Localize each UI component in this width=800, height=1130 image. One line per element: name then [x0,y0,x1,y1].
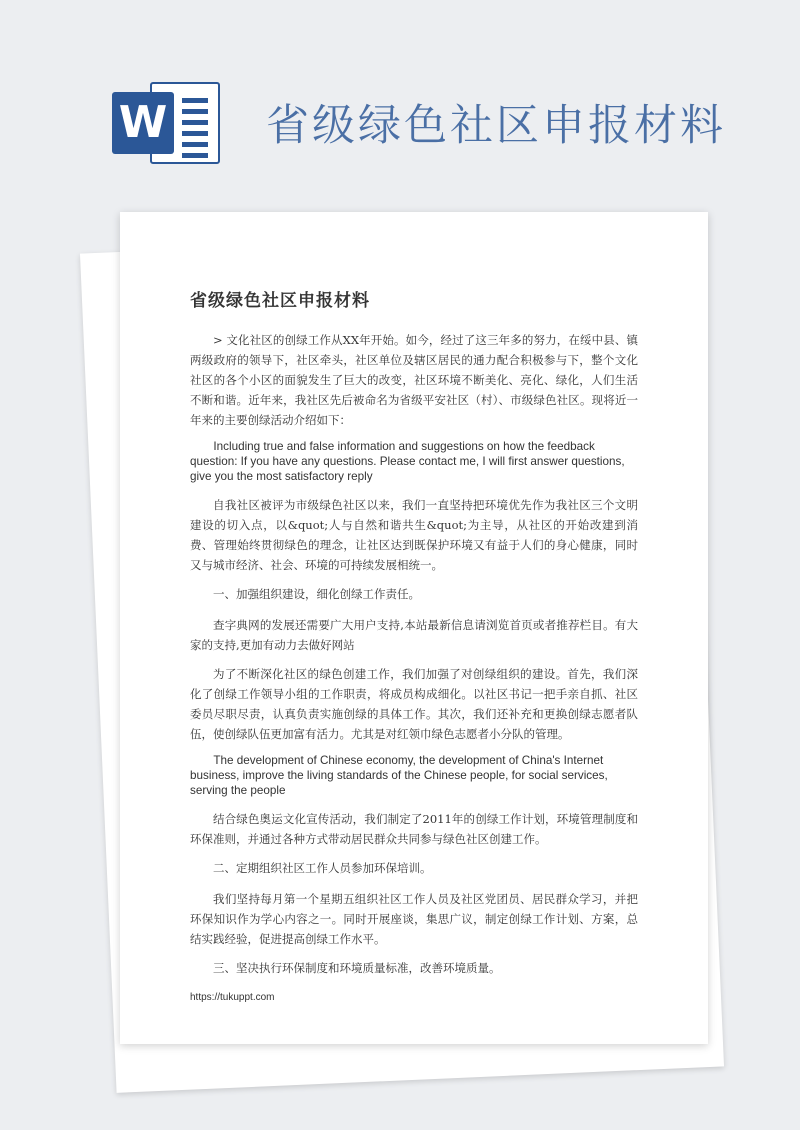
document-page [120,212,708,1044]
paragraph-site-notice: 查字典网的发展还需要广大用户支持,本站最新信息请浏览首页或者推荐栏目。有大家的支持,更加有动力去做好网站 [190,618,638,652]
section-heading-1: 一、加强组织建设，细化创绿工作责任。 [213,587,420,601]
section-heading-2: 二、定期组织社区工作人员参加环保培训。 [213,861,432,875]
paragraph-english-development: The development of Chinese economy, the development of China's Internet business, improve the living standards of the Chinese people, for social services, serving the people [190,754,608,797]
paragraph-work-plan: 结合绿色奥运文化宣传活动，我们制定了2011年的创绿工作计划，环境管理制度和环保准则，并通过各种方式带动居民群众共同参与绿色社区创建工作。 [190,812,638,846]
paragraph-english-feedback: Including true and false information and suggestions on how the feedback question: If you have any questions. Please contact me, I will first answer questions, give you the most satisfactory reply [190,440,625,483]
page-header [0,0,800,200]
word-icon [112,78,224,168]
paragraph-training: 我们坚持每月第一个星期五组织社区工作人员及社区党团员、居民群众学习，并把环保知识作为学心内容之一。同时开展座谈，集思广议，制定创绿工作计划、方案，总结实践经验，促进提高创绿工作水平。 [190,892,638,946]
document-title: 省级绿色社区申报材料 [190,291,370,311]
document-body [190,330,638,989]
paragraph-organization: 为了不断深化社区的绿色创建工作，我们加强了对创绿组织的建设。首先，我们深化了创绿工作领导小组的工作职责，将成员构成细化。以社区书记一把手亲自抓、社区委员尽职尽责，认真负责实施创绿的具体工作。其次，我们还补充和更换创绿志愿者队伍，使创绿队伍更加富有活力。尤其是对红领巾绿色志愿者小分队的管理。 [190,667,638,741]
word-letter-badge: W [112,92,174,154]
footer-url[interactable]: https://tukuppt.com [190,992,275,1003]
section-heading-3: 三、坚决执行环保制度和环境质量标准，改善环境质量。 [213,961,501,975]
header-title: 省级绿色社区申报材料 [266,101,726,151]
paragraph-environment-priority: 自我社区被评为市级绿色社区以来，我们一直坚持把环境优先作为我社区三个文明建设的切入点，以&quot;人与自然和谐共生&quot;为主导，从社区的开始改建到消费、管理始终贯彻绿色的理念，让社区达到既保护环境又有益于人们的身心健康，同时又与城市经济、社会、环境的可持续发展相统一。 [190,498,638,572]
paragraph-intro: > 文化社区的创绿工作从XX年开始。如今，经过了这三年多的努力，在绥中县、镇两级政府的领导下，社区牵头，社区单位及辖区居民的通力配合积极参与下，整个文化社区的各个小区的面貌发生了巨大的改变，社区环境不断美化、亮化、绿化，人们生活不断和谐。近年来，我社区先后被命名为省级平安社区（村）、市级绿色社区。现将近一年来的主要创绿活动介绍如下： [190,333,638,427]
